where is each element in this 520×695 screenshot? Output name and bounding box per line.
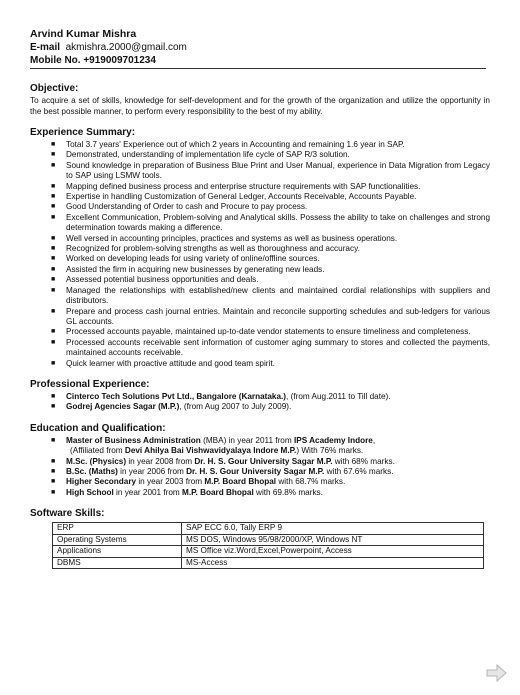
experience-item-text: Good Understanding of Order to cash and Procure to pay process. xyxy=(66,202,308,212)
experience-item xyxy=(51,275,490,285)
bullet-icon: ■ xyxy=(51,276,56,284)
education-marks: with 68.7% marks. xyxy=(276,477,346,487)
professional-experience-item xyxy=(51,402,490,412)
experience-item-text: Managed the relationships with established/new clients and maintained cordial relationships with suppliers and distributors. xyxy=(66,285,490,306)
experience-item-text: Quick learner with proactive attitude and good team spirit. xyxy=(66,358,275,368)
resume-page xyxy=(30,28,490,569)
experience-item xyxy=(51,337,490,359)
education-title: Education and Qualification: xyxy=(30,422,166,434)
mobile-label: Mobile No. xyxy=(30,55,81,66)
bullet-icon: ■ xyxy=(51,328,56,336)
skill-value: SAP ECC 6.0, Tally ERP 9 xyxy=(182,523,484,535)
skill-value: MS DOS, Windows 95/98/2000/XP, Windows NT xyxy=(182,534,484,546)
experience-item-text: Excellent Communication, Problem-solving and Analytical skills. Possess the ability to take on challenges and strong determination towards making a difference. xyxy=(66,212,490,233)
education-list-rest xyxy=(30,457,490,499)
education-year: in year 2006 from xyxy=(117,466,187,476)
skill-category: DBMS xyxy=(53,557,182,569)
experience-item xyxy=(51,233,490,244)
experience-item-text: Assisted the firm in acquiring new businesses by generating new leads. xyxy=(66,264,325,274)
bullet-icon: ■ xyxy=(51,403,56,411)
header-divider xyxy=(30,68,486,69)
degree-name: M.Sc. (Physics) xyxy=(66,456,127,466)
software-skills-title: Software Skills: xyxy=(30,508,105,520)
education-year: in year 2003 from xyxy=(136,477,205,487)
bullet-icon: ■ xyxy=(51,151,56,159)
email-label: E-mail xyxy=(30,42,61,53)
skill-category: Operating Systems xyxy=(53,534,182,546)
bullet-icon: ■ xyxy=(51,286,56,294)
experience-item xyxy=(51,140,490,150)
employment-period: , (from Aug.2011 to Till date). xyxy=(286,391,391,401)
education-item-mba: ■ Master of Business Administration (MBA) in year 2011 from IPS Academy Indore, xyxy=(51,435,376,445)
bullet-icon: ■ xyxy=(51,338,56,346)
software-skills-table xyxy=(52,522,484,569)
experience-item-text: Worked on developing leads for using variety of online/offline sources. xyxy=(66,254,320,264)
degree-name: Higher Secondary xyxy=(66,477,137,487)
education-item xyxy=(51,487,490,498)
bullet-icon: ■ xyxy=(51,234,56,242)
experience-item-text: Recognized for problem-solving strengths as well as thoroughness and accuracy. xyxy=(66,244,360,254)
degree-name: High School xyxy=(66,487,114,497)
bullet-icon: ■ xyxy=(51,488,56,496)
experience-item-text: Processed accounts receivable sent information of customer aging summary to stores and collected the payments, maintained accounts receivable. xyxy=(66,337,490,358)
experience-item xyxy=(51,358,490,369)
education-marks: with 69.8% marks. xyxy=(253,487,323,497)
education-item xyxy=(51,477,490,487)
institute-name: M.P. Board Bhopal xyxy=(204,477,277,487)
skills-row xyxy=(53,534,484,546)
bullet-icon: ■ xyxy=(51,359,56,367)
skill-value: MS Office viz.Word,Excel,Powerpoint, Access xyxy=(182,546,484,558)
experience-item xyxy=(51,244,490,254)
bullet-icon: ■ xyxy=(51,478,56,486)
experience-item-text: Assessed potential business opportunities and deals. xyxy=(66,275,259,285)
experience-item xyxy=(51,285,490,307)
bullet-icon: ■ xyxy=(51,265,56,273)
experience-item-text: Prepare and process cash journal entries. Maintain and reconcile supporting schedules and sub-ledgers for various GL accounts. xyxy=(66,306,490,326)
bullet-icon: ■ xyxy=(51,203,56,211)
bullet-icon: ■ xyxy=(51,436,56,444)
bullet-icon: ■ xyxy=(51,255,56,263)
bullet-icon: ■ xyxy=(51,141,56,148)
institute-name: M.P. Board Bhopal xyxy=(182,487,254,497)
experience-item-text: Processed accounts payable, maintained up-to-date vendor statements to ensure timeliness and completeness. xyxy=(66,327,471,337)
professional-experience-item xyxy=(51,391,490,402)
skill-category: ERP xyxy=(53,523,182,535)
skills-row xyxy=(53,546,484,558)
experience-item xyxy=(51,192,490,202)
professional-experience-title: Professional Experience: xyxy=(30,378,150,390)
bullet-icon: ■ xyxy=(51,193,56,201)
experience-item xyxy=(51,327,490,337)
education-item xyxy=(51,456,490,467)
professional-experience-list xyxy=(30,392,490,413)
skills-row xyxy=(53,557,484,569)
mobile-value: +919009701234 xyxy=(83,55,156,66)
skills-row xyxy=(53,523,484,535)
experience-summary-list xyxy=(30,140,490,369)
experience-item xyxy=(51,264,490,275)
skill-value: MS-Access xyxy=(182,557,484,569)
skill-category: Applications xyxy=(53,546,182,558)
bullet-icon: ■ xyxy=(51,161,56,169)
mobile-line xyxy=(30,54,490,67)
employment-period: , (from Aug 2007 to July 2009). xyxy=(179,402,292,412)
next-arrow-icon[interactable] xyxy=(486,664,508,682)
bullet-icon: ■ xyxy=(51,392,56,400)
education-mba-affiliation: (Affiliated from Devi Ahilya Bai Vishwavidyalaya Indore M.P.) With 76% marks. xyxy=(70,446,364,456)
degree-name: B.Sc. (Maths) xyxy=(66,466,118,476)
employer-name: Cinterco Tech Solutions Pvt Ltd., Bangalore (Karnataka.) xyxy=(66,391,287,401)
experience-item xyxy=(51,160,490,182)
experience-item xyxy=(51,212,490,234)
experience-item-text: Mapping defined business process and enterprise structure requirements with SAP functionalities. xyxy=(66,181,421,191)
email-line xyxy=(30,41,490,54)
experience-item-text: Well versed in accounting principles, practices and systems as well as business operations. xyxy=(66,233,398,243)
education-list xyxy=(30,436,490,446)
objective-text: To acquire a set of skills, knowledge for self-development and for the growth of the organization and utilize the opportunity in the best possible manner, to perform every responsibility to the best of my ability. xyxy=(30,96,490,116)
experience-item-text: Expertise in handling Customization of General Ledger, Accounts Receivable, Accounts Payable. xyxy=(66,192,417,202)
experience-item-text: Total 3.7 years' Experience out of which 2 years in Accounting and remaining 1.6 year in SAP. xyxy=(66,140,405,149)
email-value: akmishra.2000@gmail.com xyxy=(65,42,187,53)
experience-item xyxy=(51,306,490,328)
education-marks: with 67.6% marks. xyxy=(324,466,394,476)
education-year: in year 2008 from xyxy=(126,456,195,466)
candidate-name: Arvind Kumar Mishra xyxy=(30,28,137,40)
bullet-icon: ■ xyxy=(51,307,56,315)
employer-name: Godrej Agencies Sagar (M.P.) xyxy=(66,402,180,412)
experience-item-text: Demonstrated, understanding of implementation life cycle of SAP R/3 solution. xyxy=(66,150,350,160)
institute-name: Dr. H. S. Gour University Sagar M.P. xyxy=(186,466,325,476)
bullet-icon: ■ xyxy=(51,467,56,475)
experience-item xyxy=(51,254,490,264)
objective-title: Objective: xyxy=(30,83,79,94)
experience-item xyxy=(51,150,490,160)
experience-item xyxy=(51,181,490,192)
experience-item xyxy=(51,202,490,212)
education-year: in year 2001 from xyxy=(113,487,183,497)
bullet-icon: ■ xyxy=(51,182,56,190)
institute-name: Dr. H. S. Gour University Sagar M.P. xyxy=(194,456,333,466)
bullet-icon: ■ xyxy=(51,245,56,253)
experience-item-text: Sound knowledge in preparation of Business Blue Print and User Manual, experience in Data Migration from Legacy to SAP using LSMW tools. xyxy=(66,160,490,181)
bullet-icon: ■ xyxy=(51,213,56,221)
experience-summary-title: Experience Summary: xyxy=(30,127,136,138)
education-marks: with 68% marks. xyxy=(332,456,395,466)
bullet-icon: ■ xyxy=(51,457,56,465)
education-item xyxy=(51,466,490,477)
